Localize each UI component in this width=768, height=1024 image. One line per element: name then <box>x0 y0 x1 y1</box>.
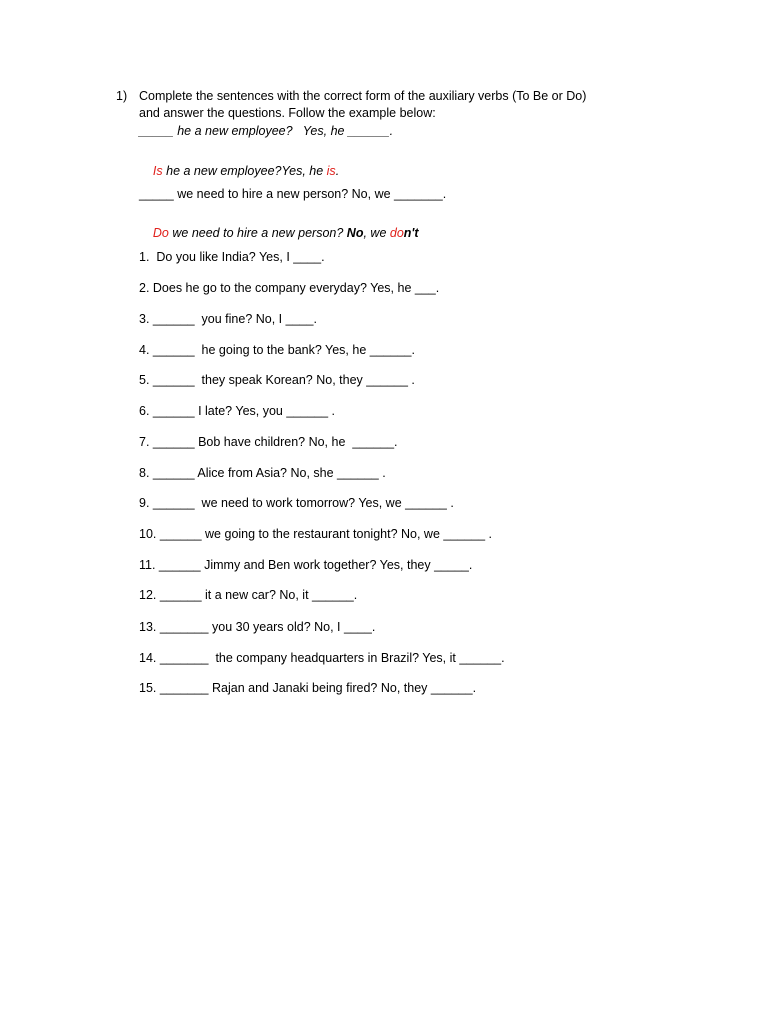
question-10: 10. ______ we going to the restaurant tonight? No, we ______ . <box>139 527 493 541</box>
question-11: 11. ______ Jimmy and Ben work together? Yes, they _____. <box>139 558 473 572</box>
example-2-middle: we need to hire a new person? <box>168 226 347 240</box>
example-2-no: No <box>346 226 364 240</box>
exercise-instructions <box>116 88 676 122</box>
example-2-nt: n't <box>403 226 419 240</box>
example-2-comma: , we <box>363 226 390 240</box>
instructions-line-2: and answer the questions. Follow the example below: <box>139 106 436 120</box>
example-1-aux: Is <box>152 164 163 178</box>
example-1-aux-2: is <box>326 164 336 178</box>
example-1-question: _____ he a new employee? Yes, he ______. <box>139 124 394 138</box>
question-8: 8. ______ Alice from Asia? No, she ______ . <box>139 466 386 480</box>
question-12: 12. ______ it a new car? No, it ______. <box>139 588 358 602</box>
example-2-do: do <box>389 226 404 240</box>
exercise-number: 1) <box>116 89 128 103</box>
example-2-aux: Do <box>152 226 169 240</box>
question-4: 4. ______ he going to the bank? Yes, he ______. <box>139 343 415 357</box>
question-5: 5. ______ they speak Korean? No, they ______ . <box>139 373 415 387</box>
question-7: 7. ______ Bob have children? No, he ______. <box>139 435 398 449</box>
question-13: 13. _______ you 30 years old? No, I ____. <box>139 620 376 634</box>
question-9: 9. ______ we need to work tomorrow? Yes, we ______ . <box>139 496 454 510</box>
question-15: 15. _______ Rajan and Janaki being fired? No, they ______. <box>139 681 477 695</box>
question-14: 14. _______ the company headquarters in Brazil? Yes, it ______. <box>139 651 505 665</box>
question-1: 1. Do you like India? Yes, I ____. <box>139 250 325 264</box>
instructions-line-1: Complete the sentences with the correct form of the auxiliary verbs (To Be or Do) <box>139 89 587 103</box>
question-6: 6. ______ I late? Yes, you ______ . <box>139 404 336 418</box>
example-2-question: _____ we need to hire a new person? No, we _______. <box>139 187 447 201</box>
question-2: 2. Does he go to the company everyday? Yes, he ___. <box>139 281 440 295</box>
example-1-end: . <box>335 164 340 178</box>
question-3: 3. ______ you fine? No, I ____. <box>139 312 317 326</box>
example-1-middle: he a new employee?Yes, he <box>162 164 327 178</box>
